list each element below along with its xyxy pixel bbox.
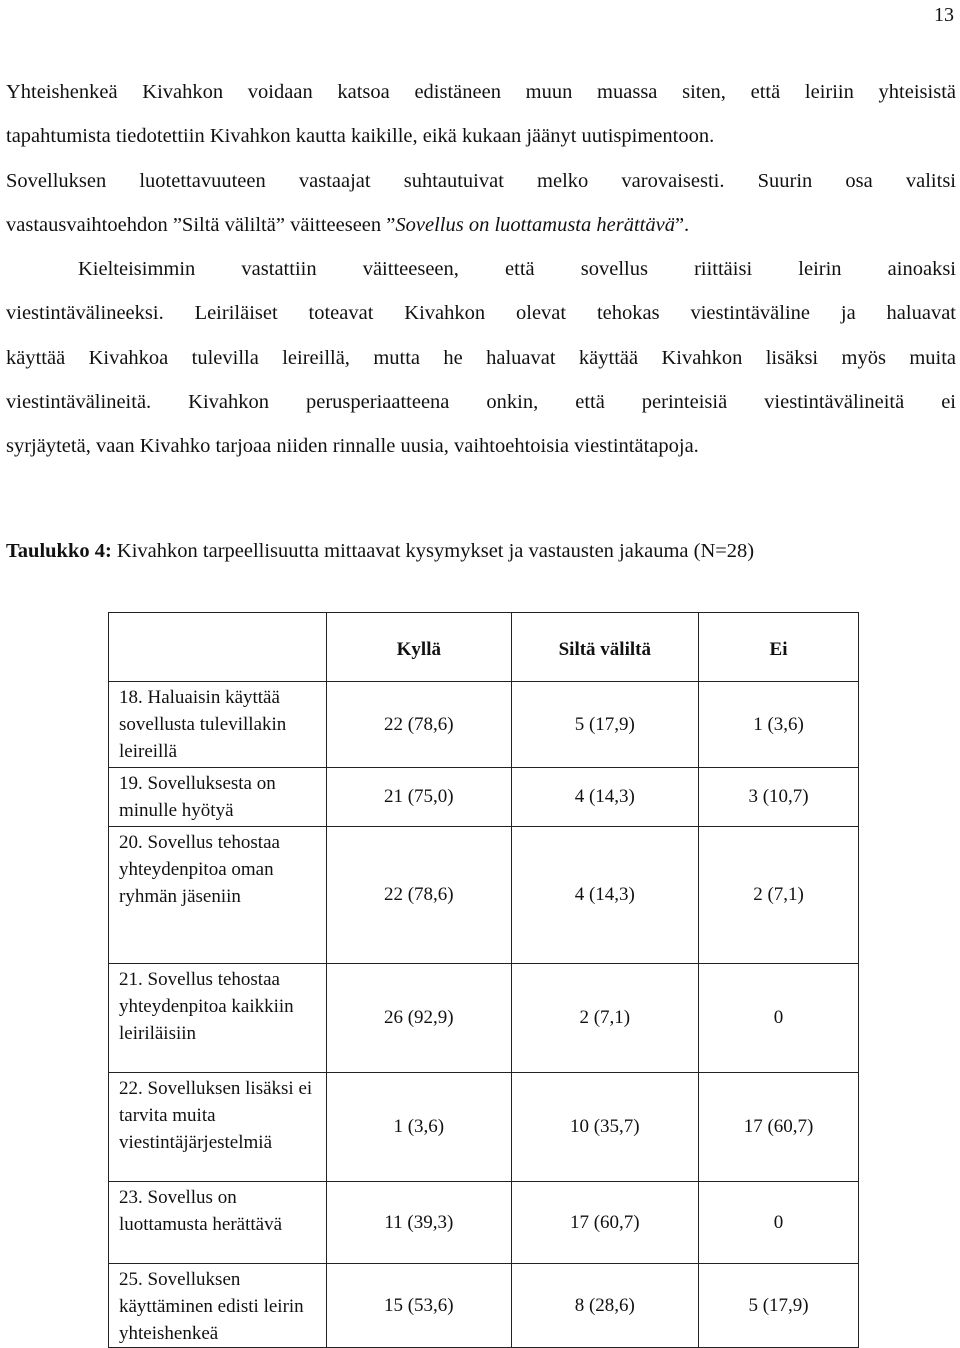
table-row — [109, 1073, 859, 1182]
kylla-cell: 11 (39,3) — [327, 1182, 511, 1264]
results-table — [108, 612, 859, 1348]
kylla-cell: 15 (53,6) — [327, 1264, 511, 1348]
silta-valilta-cell: 4 (14,3) — [511, 768, 699, 827]
paragraph-line: viestintävälineeksi. Leiriläiset toteavat Kivahkon olevat tehokas viestintäväline ja haluavat — [6, 302, 956, 325]
table-row — [109, 1182, 859, 1264]
paragraph-line: käyttää Kivahkoa tulevilla leireillä, mutta he haluavat käyttää Kivahkon lisäksi myös muita — [6, 346, 956, 369]
table-header-row — [109, 613, 859, 682]
ei-cell: 2 (7,1) — [699, 827, 859, 964]
silta-valilta-cell: 4 (14,3) — [511, 827, 699, 964]
ei-cell: 1 (3,6) — [699, 682, 859, 768]
question-cell: 18. Haluaisin käyttää sovellusta tulevillakin leireillä — [109, 682, 327, 768]
table-caption-label: Taulukko 4: — [6, 540, 112, 562]
question-cell: 25. Sovelluksen käyttäminen edisti leirin yhteishenkeä — [109, 1264, 327, 1348]
table-row — [109, 827, 859, 964]
header-kylla: Kyllä — [327, 613, 511, 682]
ei-cell: 0 — [699, 1182, 859, 1264]
paragraph-line: Kielteisimmin vastattiin väitteeseen, että sovellus riittäisi leirin ainoaksi — [78, 258, 956, 281]
header-ei: Ei — [699, 613, 859, 682]
kylla-cell: 21 (75,0) — [327, 768, 511, 827]
quote-lead-text: vastausvaihtoehdon ”Siltä väliltä” väitteeseen ” — [6, 213, 396, 236]
table-row — [109, 768, 859, 827]
table-row — [109, 964, 859, 1073]
quote-end-text: ”. — [674, 213, 690, 236]
silta-valilta-cell: 5 (17,9) — [511, 682, 699, 768]
silta-valilta-cell: 10 (35,7) — [511, 1073, 699, 1182]
paragraph-line: Yhteishenkeä Kivahkon voidaan katsoa edistäneen muun muassa siten, että leiriin yhteisistä — [6, 81, 956, 103]
question-cell: 22. Sovelluksen lisäksi ei tarvita muita viestintäjärjestelmiä — [109, 1073, 327, 1182]
question-cell: 21. Sovellus tehostaa yhteydenpitoa kaikkiin leiriläisiin — [109, 964, 327, 1073]
body-paragraph — [6, 70, 956, 469]
ei-cell: 3 (10,7) — [699, 768, 859, 827]
paragraph-line: syrjäytetä, vaan Kivahko tarjoaa niiden rinnalle uusia, vaihtoehtoisia viestintätapoja. — [6, 435, 699, 458]
table-row — [109, 682, 859, 768]
kylla-cell: 22 (78,6) — [327, 682, 511, 768]
question-cell: 20. Sovellus tehostaa yhteydenpitoa oman ryhmän jäseniin — [109, 827, 327, 964]
silta-valilta-cell: 8 (28,6) — [511, 1264, 699, 1348]
kylla-cell: 1 (3,6) — [327, 1073, 511, 1182]
silta-valilta-cell: 17 (60,7) — [511, 1182, 699, 1264]
kylla-cell: 22 (78,6) — [327, 827, 511, 964]
ei-cell: 17 (60,7) — [699, 1073, 859, 1182]
table-caption-text: Kivahkon tarpeellisuutta mittaavat kysymykset ja vastausten jakauma (N=28) — [111, 540, 755, 562]
silta-valilta-cell: 2 (7,1) — [511, 964, 699, 1073]
paragraph-line-with-quote — [6, 203, 956, 247]
question-cell: 19. Sovelluksesta on minulle hyötyä — [109, 768, 327, 827]
page-number: 13 — [934, 4, 954, 26]
header-silta-valilta: Siltä väliltä — [511, 613, 699, 682]
header-empty-cell — [109, 613, 327, 682]
ei-cell: 5 (17,9) — [699, 1264, 859, 1348]
table-row — [109, 1264, 859, 1348]
question-cell: 23. Sovellus on luottamusta herättävä — [109, 1182, 327, 1264]
paragraph-line: Sovelluksen luotettavuuteen vastaajat suhtautuivat melko varovaisesti. Suurin osa valitsi — [6, 169, 956, 192]
quoted-statement: Sovellus on luottamusta herättävä — [395, 213, 675, 236]
ei-cell: 0 — [699, 964, 859, 1073]
paragraph-line: tapahtumista tiedotettiin Kivahkon kautta kaikille, eikä kukaan jäänyt uutispimentoon. — [6, 125, 715, 148]
kylla-cell: 26 (92,9) — [327, 964, 511, 1073]
table-caption — [6, 540, 754, 563]
paragraph-line: viestintävälineitä. Kivahkon perusperiaatteena onkin, että perinteisiä viestintävälineitä ei — [6, 391, 956, 414]
